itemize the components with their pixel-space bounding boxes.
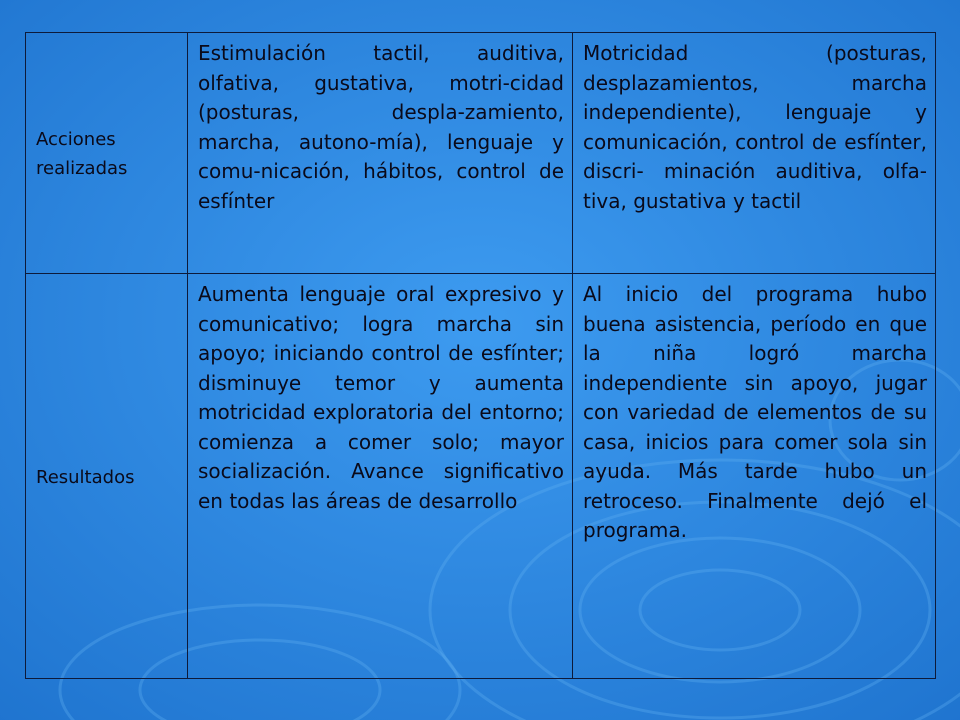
- actions-results-table: [25, 32, 936, 679]
- table-cell: Aumenta lenguaje oral expresivo y comunicativo; logra marcha sin apoyo; iniciando control de esfínter; disminuye temor y aumenta motricidad exploratoria del entorno; comienza a comer solo; mayor socialización. Avance significativo en todas las áreas de desarrollo: [188, 274, 573, 679]
- row-label-resultados: Resultados: [26, 274, 188, 679]
- table-row: [26, 274, 936, 679]
- table-row: [26, 33, 936, 274]
- table-cell: Estimulación tactil, auditiva, olfativa, gustativa, motri-cidad (posturas, despla-zamiento, marcha, autono-mía), lenguaje y comu-nicación, hábitos, control de esfínter: [188, 33, 573, 274]
- table-cell: Motricidad (posturas, desplazamientos, marcha independiente), lenguaje y comunicación, control de esfínter, discri- minación auditiva, olfa- tiva, gustativa y tactil: [573, 33, 936, 274]
- table-cell: Al inicio del programa hubo buena asistencia, período en que la niña logró marcha independiente sin apoyo, jugar con variedad de elementos de su casa, inicios para comer sola sin ayuda. Más tarde hubo un retroceso. Finalmente dejó el programa.: [573, 274, 936, 679]
- row-label-acciones: Acciones realizadas: [26, 33, 188, 274]
